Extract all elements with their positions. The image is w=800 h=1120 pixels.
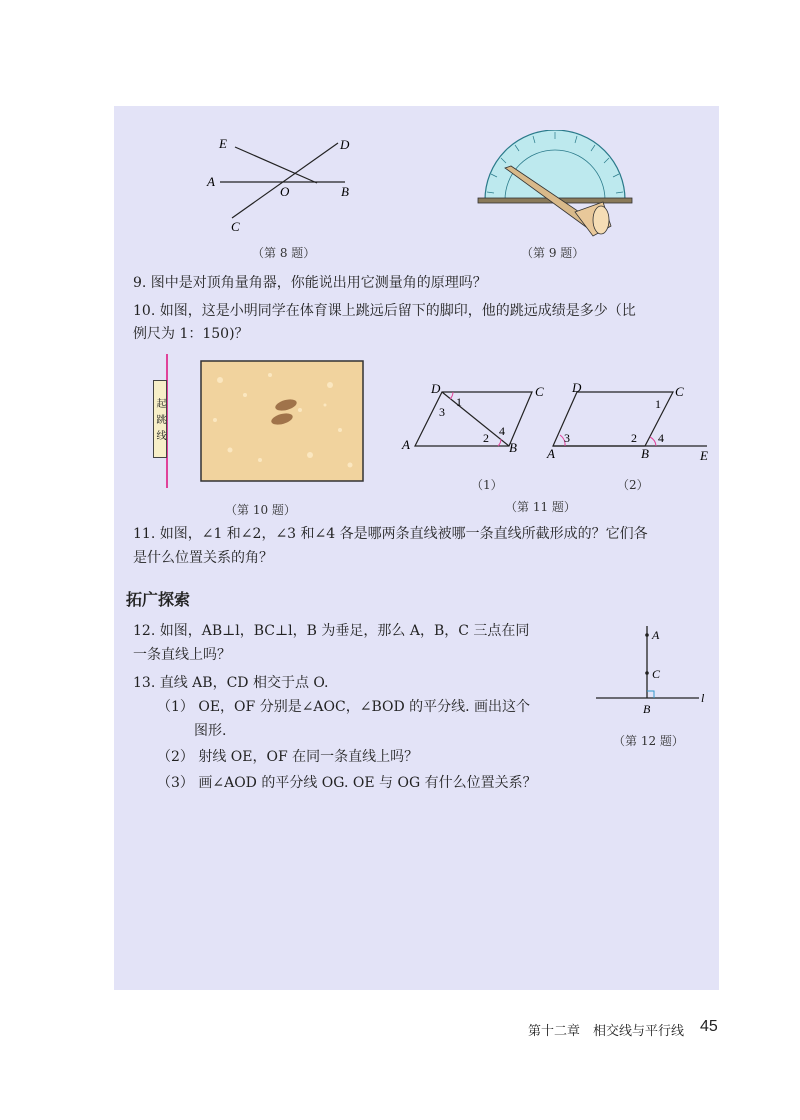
figure-11-caption: （第 11 题） — [505, 500, 576, 514]
question-13-sub3: （3） 画∠AOD 的平分线 OG. OE 与 OG 有什么位置关系？ — [157, 775, 537, 791]
svg-text:4: 4 — [658, 431, 664, 445]
question-13-sub1-line2: 图形. — [194, 723, 227, 739]
figure-12-perpendicular — [596, 618, 711, 718]
svg-text:A: A — [402, 437, 410, 452]
page-number: 45 — [700, 1018, 718, 1035]
question-12-line2: 一条直线上吗？ — [133, 647, 231, 663]
fig8-label-B: B — [341, 184, 349, 199]
svg-text:1: 1 — [655, 397, 661, 411]
footer-chapter: 第十二章 相交线与平行线 — [528, 1024, 685, 1039]
figure-9-protractor — [475, 130, 635, 240]
figure-12-caption: （第 12 题） — [613, 734, 684, 748]
fig8-label-E: E — [219, 136, 227, 151]
figure-10-caption: （第 10 题） — [225, 503, 296, 517]
question-13-sub2: （2） 射线 OE，OF 在同一条直线上吗？ — [157, 749, 419, 765]
question-13-sub1-line1: （1） OE，OF 分别是∠AOC，∠BOD 的平分线. 画出这个 — [157, 699, 531, 715]
svg-text:4: 4 — [499, 424, 505, 438]
figure-11-sub1-label: （1） — [471, 478, 503, 492]
question-11-line2: 是什么位置关系的角？ — [133, 550, 273, 566]
svg-text:A: A — [652, 628, 660, 642]
question-11-line1: 11. 如图，∠1 和∠2，∠3 和∠4 各是哪两条直线被哪一条直线所截形成的？它们各 — [133, 526, 648, 542]
svg-text:C: C — [675, 384, 684, 399]
figure-11-2-parallelogram — [545, 380, 715, 466]
question-10-line1: 10. 如图，这是小明同学在体育课上跳远后留下的脚印，他的跳远成绩是多少（比 — [133, 303, 636, 319]
fig8-label-O: O — [280, 184, 290, 199]
question-9: 9. 图中是对顶角量角器，你能说出用它测量角的原理吗？ — [133, 275, 487, 291]
svg-text:3: 3 — [564, 431, 570, 445]
question-10-line2: 例尺为 1：150)？ — [133, 326, 249, 342]
svg-text:2: 2 — [631, 431, 637, 445]
figure-9-caption: （第 9 题） — [521, 246, 585, 260]
svg-text:C: C — [535, 384, 544, 399]
fig8-label-C: C — [231, 219, 240, 234]
svg-text:B: B — [509, 440, 517, 455]
svg-text:D: D — [572, 380, 582, 395]
fig8-label-A: A — [207, 174, 215, 189]
svg-text:B: B — [643, 702, 651, 716]
fig8-label-D: D — [340, 137, 350, 152]
question-12-line1: 12. 如图，AB⊥l，BC⊥l，B 为垂足，那么 A，B，C 三点在同 — [133, 623, 530, 639]
figure-11-1-parallelogram — [397, 380, 552, 462]
svg-text:2: 2 — [483, 431, 489, 445]
start-line-label: 起跳线 — [153, 380, 167, 458]
question-13-line1: 13. 直线 AB，CD 相交于点 O. — [133, 675, 329, 691]
figure-8-caption: （第 8 题） — [252, 246, 316, 260]
svg-text:E: E — [700, 448, 708, 463]
figure-8-intersecting-lines — [195, 130, 370, 240]
svg-text:3: 3 — [439, 405, 445, 419]
figure-11-sub2-label: （2） — [617, 478, 649, 492]
svg-text:B: B — [641, 446, 649, 461]
svg-text:C: C — [652, 667, 661, 681]
figure-10-sand-pit — [200, 360, 364, 482]
svg-text:D: D — [431, 381, 441, 396]
section-title: 拓广探索 — [126, 590, 191, 609]
svg-text:1: 1 — [456, 395, 462, 409]
svg-text:l: l — [701, 691, 705, 705]
svg-text:A: A — [547, 446, 555, 461]
